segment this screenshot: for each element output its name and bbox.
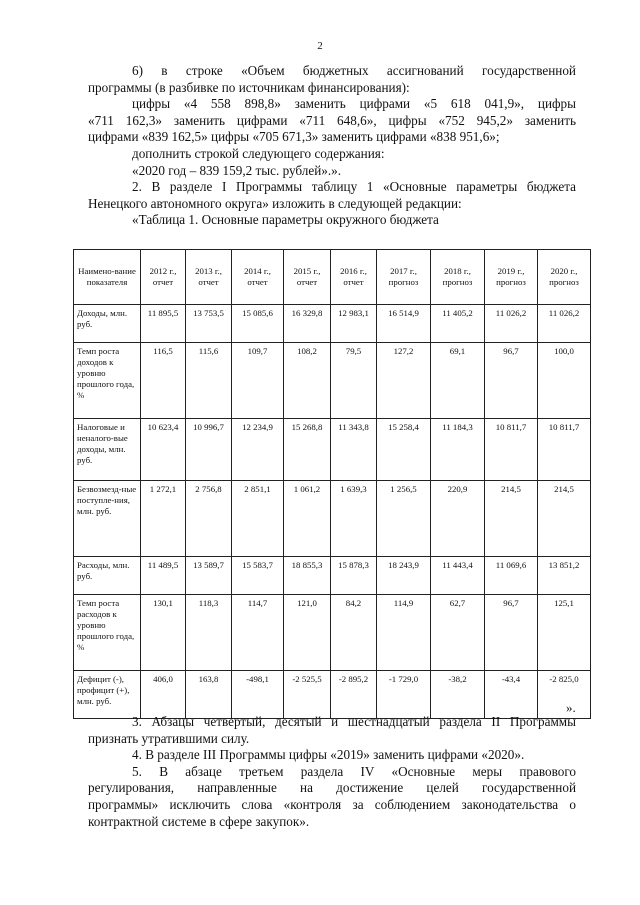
table-cell: 220,9	[431, 481, 485, 557]
year-kind: прогноз	[442, 277, 473, 287]
table-cell: 13 851,2	[538, 557, 591, 595]
paragraph-line: «711 162,3» заменить цифрами «711 648,6», цифры «752 945,2» заменить	[88, 112, 576, 128]
table-cell: 18 855,3	[284, 557, 331, 595]
table-cell: 12 983,1	[331, 305, 377, 343]
year-header	[431, 250, 485, 305]
table-cell: 16 329,8	[284, 305, 331, 343]
table-cell: 116,5	[141, 343, 186, 419]
year-header	[141, 250, 186, 305]
year-label: 2020 г.,	[550, 266, 578, 276]
table-cell: -2 525,5	[284, 671, 331, 719]
year-header	[186, 250, 232, 305]
table-row	[74, 305, 591, 343]
table-cell: -2 895,2	[331, 671, 377, 719]
year-label: 2018 г.,	[444, 266, 471, 276]
paragraph-line: 3. Абзацы четвертый, десятый и шестнадцатый раздела II Программы	[132, 714, 576, 729]
table-cell: 15 878,3	[331, 557, 377, 595]
year-header	[331, 250, 377, 305]
table-row	[74, 557, 591, 595]
paragraph-line: «Таблица 1. Основные параметры окружного бюджета	[132, 212, 439, 228]
row-label: Темп роста доходов к уровню прошлого года, %	[74, 343, 141, 419]
year-label: 2017 г.,	[390, 266, 417, 276]
year-label: 2013 г.,	[195, 266, 222, 276]
table-cell: 163,8	[186, 671, 232, 719]
paragraph-line: цифры «4 558 898,8» заменить цифрами «5 618 041,9», цифры	[132, 96, 576, 112]
year-kind: прогноз	[549, 277, 579, 287]
paragraph-line: программы (в разбивке по источникам финансирования):	[88, 79, 410, 95]
table-cell: 10 623,4	[141, 419, 186, 481]
table-row	[74, 481, 591, 557]
paragraph-line: контрактной системе в сфере закупок».	[88, 813, 310, 829]
year-header	[232, 250, 284, 305]
table-cell: 1 061,2	[284, 481, 331, 557]
paragraph-line: «2020 год – 839 159,2 тыс. рублей».».	[132, 162, 342, 178]
year-kind: отчет	[296, 277, 318, 287]
table-cell: 11 405,2	[431, 305, 485, 343]
table-cell: 11 489,5	[141, 557, 186, 595]
table-cell: 114,9	[377, 595, 431, 671]
table-cell: 114,7	[232, 595, 284, 671]
outro-text	[88, 714, 576, 830]
table-cell: -1 729,0	[377, 671, 431, 719]
table-cell: 10 811,7	[538, 419, 591, 481]
table-cell: 118,3	[186, 595, 232, 671]
year-label: 2012 г.,	[149, 266, 177, 276]
row-label: Темп роста расходов к уровню прошлого года, %	[74, 595, 141, 671]
table-cell: 15 258,4	[377, 419, 431, 481]
table-row	[74, 343, 591, 419]
row-label: Налоговые и неналого-вые доходы, млн. руб.	[74, 419, 141, 481]
paragraph-line: дополнить строкой следующего содержания:	[132, 145, 385, 161]
paragraph-line: 5. В абзаце третьем раздела IV «Основные меры правового	[132, 763, 576, 779]
table-cell: 11 343,8	[331, 419, 377, 481]
table-cell: 15 583,7	[232, 557, 284, 595]
table-cell: -43,4	[485, 671, 538, 719]
closing-quote: ».	[566, 700, 576, 715]
table-cell: 18 243,9	[377, 557, 431, 595]
table-cell: 15 268,8	[284, 419, 331, 481]
table-cell: 125,1	[538, 595, 591, 671]
year-kind: прогноз	[388, 277, 419, 287]
row-label: Дефицит (-), профицит (+), млн. руб.	[74, 671, 141, 719]
paragraph-line: регулирования, направленные на достижение целей государственной	[88, 780, 576, 796]
paragraph-line: Ненецкого автономного округа» изложить в следующей редакции:	[88, 195, 462, 211]
budget-parameters-table	[73, 249, 591, 719]
table-cell: 69,1	[431, 343, 485, 419]
table-cell: -498,1	[232, 671, 284, 719]
table-cell: 79,5	[331, 343, 377, 419]
table-cell: 13 753,5	[186, 305, 232, 343]
table-header-row	[74, 250, 591, 305]
paragraph-line: программы» исключить слова «контроля за соблюдением законодательства о	[88, 796, 576, 812]
year-header	[485, 250, 538, 305]
row-label: Расходы, млн. руб.	[74, 557, 141, 595]
table-cell: 11 184,3	[431, 419, 485, 481]
table-cell: 406,0	[141, 671, 186, 719]
row-label: Безвозмезд-ные поступле-ния, млн. руб.	[74, 481, 141, 557]
year-label: 2019 г.,	[497, 266, 525, 276]
table-cell: 214,5	[538, 481, 591, 557]
table-cell: 96,7	[485, 343, 538, 419]
table-row	[74, 419, 591, 481]
table-cell: 127,2	[377, 343, 431, 419]
table-cell: 11 026,2	[538, 305, 591, 343]
table-row	[74, 595, 591, 671]
year-label: 2014 г.,	[244, 266, 271, 276]
table-cell: 108,2	[284, 343, 331, 419]
table-cell: 109,7	[232, 343, 284, 419]
year-kind: отчет	[343, 277, 364, 287]
year-label: 2016 г.,	[340, 266, 367, 276]
year-kind: прогноз	[496, 277, 526, 287]
paragraph-line: 6) в строке «Объем бюджетных ассигнований государственной	[132, 63, 576, 78]
table-cell: 84,2	[331, 595, 377, 671]
paragraph-line: 2. В разделе I Программы таблицу 1 «Основные параметры бюджета	[132, 179, 576, 195]
table-cell: 2 756,8	[186, 481, 232, 557]
table-cell: 13 589,7	[186, 557, 232, 595]
table-cell: 1 272,1	[141, 481, 186, 557]
table-cell: -2 825,0	[538, 671, 591, 719]
corner-header: Наимено-вание показателя	[74, 250, 141, 305]
table-row	[74, 671, 591, 719]
year-header	[284, 250, 331, 305]
year-kind: отчет	[152, 277, 174, 287]
table-cell: 10 811,7	[485, 419, 538, 481]
table-cell: 62,7	[431, 595, 485, 671]
paragraph-line: цифрами «839 162,5» цифры «705 671,3» заменить цифрами «838 951,6»;	[88, 129, 500, 145]
paragraph-line: 4. В разделе III Программы цифры «2019» заменить цифрами «2020».	[132, 747, 525, 763]
table-cell: 11 443,4	[431, 557, 485, 595]
table-cell: 1 639,3	[331, 481, 377, 557]
page-number: 2	[317, 40, 323, 52]
table-cell: 11 069,6	[485, 557, 538, 595]
table-cell: 100,0	[538, 343, 591, 419]
year-kind: отчет	[247, 277, 268, 287]
table-cell: -38,2	[431, 671, 485, 719]
year-header	[377, 250, 431, 305]
table-cell: 12 234,9	[232, 419, 284, 481]
year-header	[538, 250, 591, 305]
row-label: Доходы, млн. руб.	[74, 305, 141, 343]
table-cell: 16 514,9	[377, 305, 431, 343]
table-cell: 11 026,2	[485, 305, 538, 343]
table-cell: 121,0	[284, 595, 331, 671]
table-cell: 1 256,5	[377, 481, 431, 557]
intro-text	[88, 63, 576, 229]
table-cell: 130,1	[141, 595, 186, 671]
table-cell: 2 851,1	[232, 481, 284, 557]
year-label: 2015 г.,	[293, 266, 321, 276]
year-kind: отчет	[198, 277, 219, 287]
table-cell: 11 895,5	[141, 305, 186, 343]
paragraph-line: признать утратившими силу.	[88, 730, 250, 746]
table-cell: 10 996,7	[186, 419, 232, 481]
table-cell: 96,7	[485, 595, 538, 671]
table-cell: 15 085,6	[232, 305, 284, 343]
table-cell: 115,6	[186, 343, 232, 419]
table-cell: 214,5	[485, 481, 538, 557]
